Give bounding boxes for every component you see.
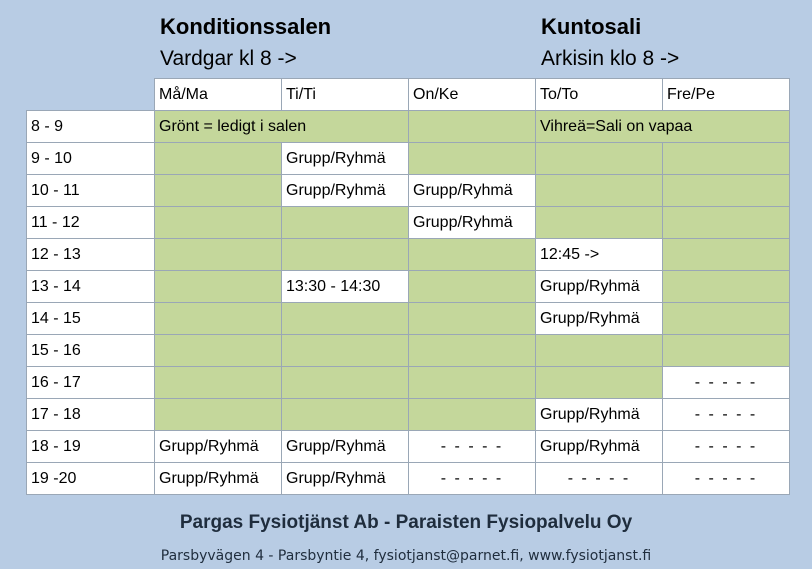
time-slot: 10 - 11 xyxy=(27,175,155,207)
schedule-row xyxy=(27,207,790,239)
legend-note-right: Vihreä=Sali on vapaa xyxy=(536,111,790,143)
schedule-cell xyxy=(155,335,282,367)
time-slot: 12 - 13 xyxy=(27,239,155,271)
time-slot: 9 - 10 xyxy=(27,143,155,175)
schedule-row xyxy=(27,367,790,399)
time-slot: 18 - 19 xyxy=(27,431,155,463)
schedule-cell xyxy=(409,399,536,431)
schedule-cell: Grupp/Ryhmä xyxy=(536,431,663,463)
schedule-row xyxy=(27,143,790,175)
time-slot: 16 - 17 xyxy=(27,367,155,399)
schedule-cell: Grupp/Ryhmä xyxy=(155,431,282,463)
schedule-cell xyxy=(409,335,536,367)
schedule-cell xyxy=(282,207,409,239)
schedule-cell: Grupp/Ryhmä xyxy=(282,175,409,207)
schedule-cell: Grupp/Ryhmä xyxy=(536,303,663,335)
left-subtitle: Vardgar kl 8 -> xyxy=(160,47,297,70)
schedule-row xyxy=(27,271,790,303)
schedule-row xyxy=(27,175,790,207)
time-slot: 14 - 15 xyxy=(27,303,155,335)
schedule-cell xyxy=(536,335,663,367)
time-slot: 15 - 16 xyxy=(27,335,155,367)
schedule-row xyxy=(27,111,790,143)
schedule-cell xyxy=(155,367,282,399)
schedule-table xyxy=(26,78,790,495)
schedule-cell: Grupp/Ryhmä xyxy=(282,143,409,175)
schedule-cell xyxy=(155,175,282,207)
schedule-cell: Grupp/Ryhmä xyxy=(282,463,409,495)
schedule-cell: 13:30 - 14:30 xyxy=(282,271,409,303)
day-header: Ti/Ti xyxy=(282,79,409,111)
schedule-cell xyxy=(536,175,663,207)
schedule-cell xyxy=(663,271,790,303)
schedule-cell xyxy=(155,271,282,303)
schedule-cell xyxy=(155,399,282,431)
schedule-cell xyxy=(409,111,536,143)
schedule-cell: 12:45 -> xyxy=(536,239,663,271)
schedule-row xyxy=(27,335,790,367)
schedule-row xyxy=(27,239,790,271)
schedule-cell: - - - - - xyxy=(409,431,536,463)
day-header-row xyxy=(27,79,790,111)
day-header: On/Ke xyxy=(409,79,536,111)
schedule-cell xyxy=(536,143,663,175)
day-header: Må/Ma xyxy=(155,79,282,111)
schedule-cell: - - - - - xyxy=(663,463,790,495)
right-title: Kuntosali xyxy=(541,14,642,39)
right-subtitle: Arkisin klo 8 -> xyxy=(541,47,680,70)
schedule-cell xyxy=(155,303,282,335)
schedule-cell xyxy=(155,207,282,239)
schedule-cell xyxy=(409,367,536,399)
day-header: To/To xyxy=(536,79,663,111)
time-slot: 8 - 9 xyxy=(27,111,155,143)
time-slot: 11 - 12 xyxy=(27,207,155,239)
schedule-cell: Grupp/Ryhmä xyxy=(282,431,409,463)
schedule-cell: Grupp/Ryhmä xyxy=(536,271,663,303)
schedule-cell: Grupp/Ryhmä xyxy=(536,399,663,431)
left-title: Konditionssalen xyxy=(160,14,332,39)
schedule-cell xyxy=(155,143,282,175)
schedule-cell xyxy=(409,239,536,271)
schedule-cell xyxy=(282,335,409,367)
footer-contact: Parsbyvägen 4 - Parsbyntie 4, fysiotjanst@parnet.fi, www.fysiotjanst.fi xyxy=(160,548,652,564)
schedule-cell xyxy=(409,303,536,335)
schedule-cell xyxy=(663,143,790,175)
corner-cell xyxy=(27,79,155,111)
schedule-cell: - - - - - xyxy=(663,367,790,399)
schedule-cell xyxy=(663,303,790,335)
schedule-cell: - - - - - xyxy=(409,463,536,495)
schedule-cell xyxy=(409,271,536,303)
footer-company: Pargas Fysiotjänst Ab - Paraisten Fysiopalvelu Oy xyxy=(179,512,633,533)
schedule-cell xyxy=(282,303,409,335)
schedule-cell xyxy=(663,239,790,271)
schedule-cell: - - - - - xyxy=(663,399,790,431)
schedule-cell xyxy=(663,175,790,207)
day-header: Fre/Pe xyxy=(663,79,790,111)
schedule-cell xyxy=(155,239,282,271)
schedule-cell: Grupp/Ryhmä xyxy=(155,463,282,495)
schedule-cell xyxy=(409,143,536,175)
schedule-cell xyxy=(536,207,663,239)
schedule-cell: - - - - - xyxy=(536,463,663,495)
schedule-cell xyxy=(663,207,790,239)
schedule-cell xyxy=(663,335,790,367)
schedule-cell: Grupp/Ryhmä xyxy=(409,175,536,207)
schedule-cell: Grupp/Ryhmä xyxy=(409,207,536,239)
time-slot: 13 - 14 xyxy=(27,271,155,303)
schedule-cell xyxy=(536,367,663,399)
schedule-cell xyxy=(282,239,409,271)
time-slot: 19 -20 xyxy=(27,463,155,495)
schedule-row xyxy=(27,303,790,335)
schedule-cell xyxy=(282,367,409,399)
schedule-cell: - - - - - xyxy=(663,431,790,463)
schedule-cell xyxy=(282,399,409,431)
schedule-row xyxy=(27,399,790,431)
time-slot: 17 - 18 xyxy=(27,399,155,431)
legend-note-left: Grönt = ledigt i salen xyxy=(155,111,409,143)
schedule-row xyxy=(27,431,790,463)
schedule-row xyxy=(27,463,790,495)
